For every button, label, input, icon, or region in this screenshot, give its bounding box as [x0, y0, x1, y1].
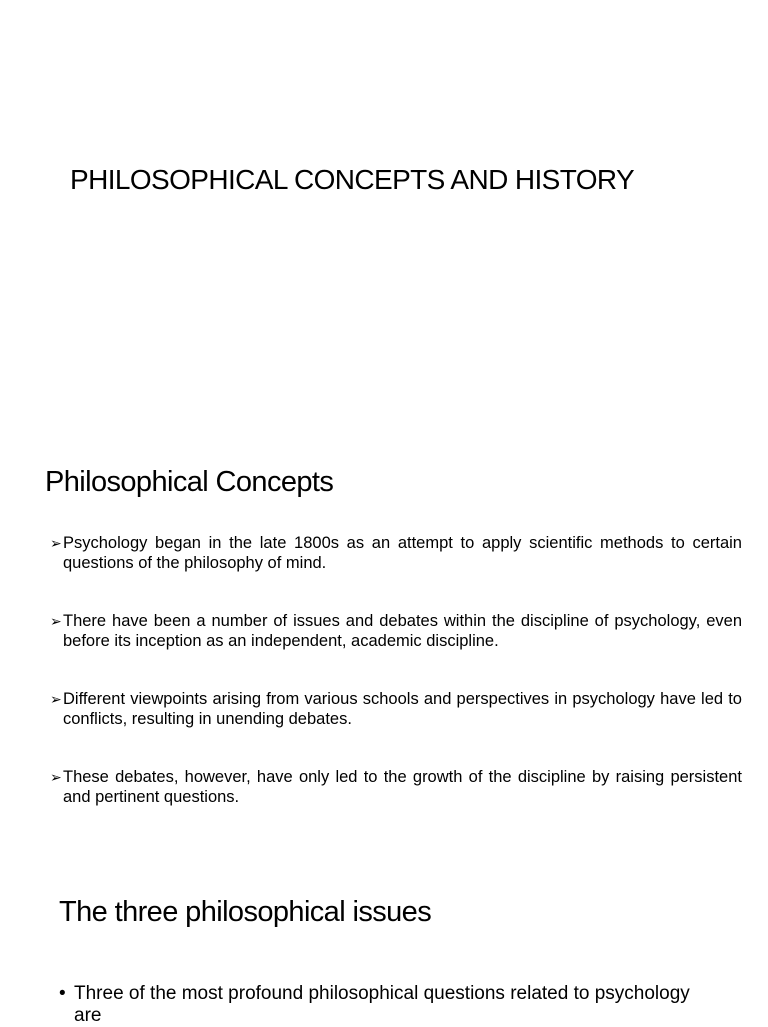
arrow-bullet-icon: ➢ — [50, 691, 62, 707]
bullet-text: Three of the most profound philosophical questions related to psychology are — [74, 983, 690, 1026]
bullet-text: These debates, however, have only led to the growth of the discipline by raising persistent and pertinent questions. — [63, 768, 742, 806]
issues-bullet-list — [59, 983, 699, 1027]
bullet-item — [50, 533, 742, 573]
bullet-item — [50, 767, 742, 807]
arrow-bullet-icon: ➢ — [50, 613, 62, 629]
bullet-item — [59, 983, 699, 1027]
section-heading-issues: The three philosophical issues — [59, 896, 432, 928]
bullet-text: There have been a number of issues and debates within the discipline of psychology, even before its inception as an independent, academic discipline. — [63, 612, 742, 650]
concepts-bullet-list — [50, 533, 742, 845]
dot-bullet-icon: • — [59, 983, 66, 1004]
bullet-item — [50, 611, 742, 651]
arrow-bullet-icon: ➢ — [50, 769, 62, 785]
bullet-item — [50, 689, 742, 729]
slide-title: PHILOSOPHICAL CONCEPTS AND HISTORY — [70, 164, 635, 195]
bullet-text: Different viewpoints arising from various schools and perspectives in psychology have led to conflicts, resulting in unending debates. — [63, 690, 742, 728]
arrow-bullet-icon: ➢ — [50, 535, 62, 551]
section-heading-concepts: Philosophical Concepts — [45, 466, 334, 498]
bullet-text: Psychology began in the late 1800s as an attempt to apply scientific methods to certain questions of the philosophy of mind. — [63, 534, 742, 572]
